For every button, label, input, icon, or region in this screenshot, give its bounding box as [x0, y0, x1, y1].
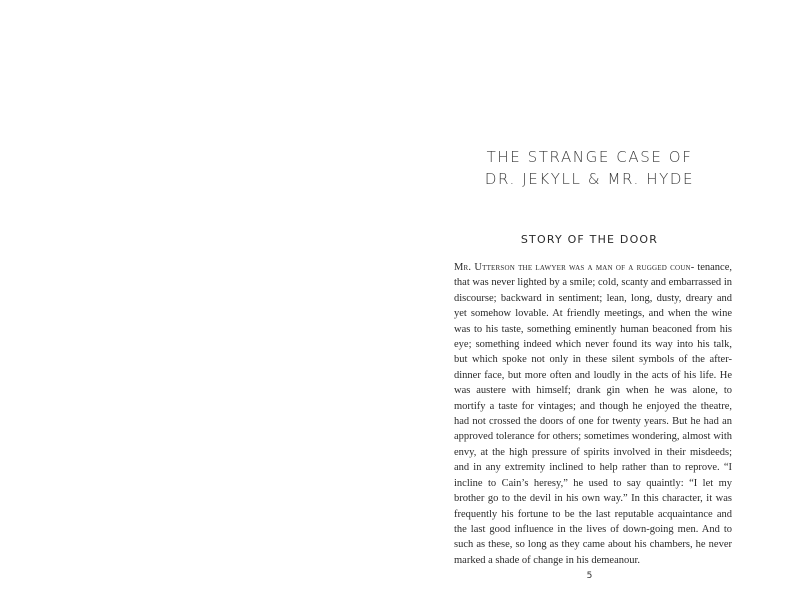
right-page: [393, 0, 786, 600]
book-title-line-2: DR. JEKYLL & MR. HYDE: [484, 170, 695, 188]
page-number: 5: [586, 571, 593, 581]
chapter-title: STORY OF THE DOOR: [520, 233, 659, 246]
paragraph-text: tenance, that was never lighted by a smile; cold, scanty and embarrassed in discourse; backward in sentiment; lean, long, dusty, dreary and yet somehow lovable. At friendly meetings, and when the wine was to his taste, something eminently human beaconed from his eye; something indeed which never found its way into his talk, but which spoke not only in these silent symbols of the after-dinner face, but more often and loudly in the acts of his life. He was austere with himself; drank gin when he was alone, to mortify a taste for vintages; and though he enjoyed the theatre, had not crossed the doors of one for twenty years. But he had an approved tolerance for others; sometimes wondering, almost with envy, at the high pressure of spirits involved in their misdeeds; and in any extremity inclined to help rather than to reprove. “I incline to Cain’s heresy,” he used to say quaintly: “I let my brother go to the devil in his own way.” In this character, it was frequently his fortune to be the last reputable acquaintance and the last good influence in the lives of down-going men. And to such as these, so long as they came about his chambers, he never marked a shade of change in his demeanour.: [454, 262, 732, 566]
paragraph-lead-in: Mr. Utterson the lawyer was a man of a rugged coun-: [454, 262, 695, 273]
chapter-body-paragraph: [454, 260, 732, 568]
book-title-line-1: THE STRANGE CASE OF: [486, 148, 693, 166]
book-title: [393, 146, 786, 190]
